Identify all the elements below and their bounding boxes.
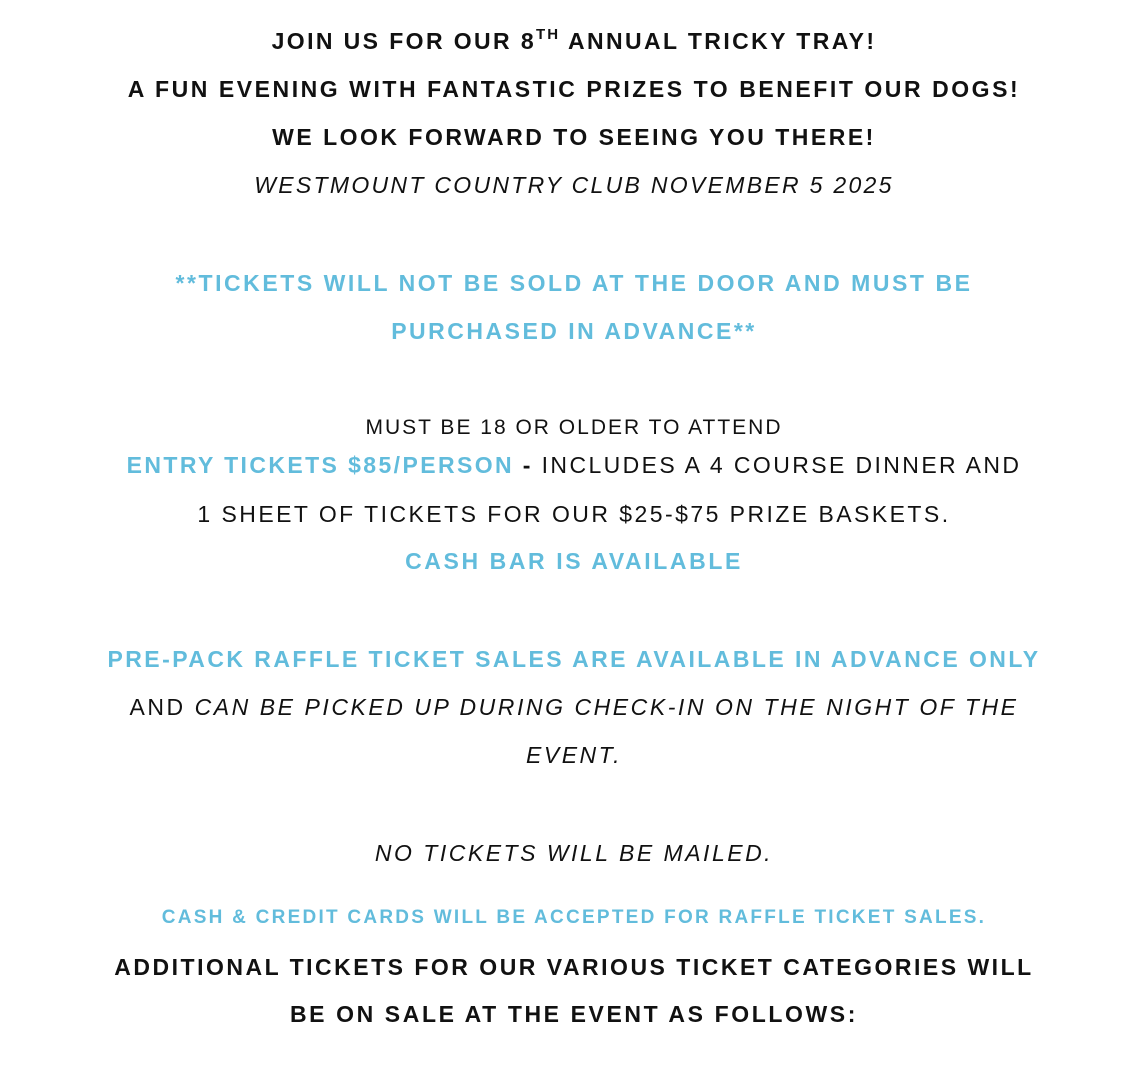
entry-includes: INCLUDES A 4 COURSE DINNER AND (541, 452, 1022, 478)
additional-tickets-line2: BE ON SALE AT THE EVENT AS FOLLOWS: (289, 1001, 859, 1027)
intro-headline (0, 28, 1148, 55)
entry-includes-line2: 1 SHEET OF TICKETS FOR OUR $25-$75 PRIZE BASKETS. (197, 501, 951, 527)
entry-separator: - (514, 452, 542, 478)
prepack-pickup-text: CAN BE PICKED UP DURING CHECK-IN ON THE NIGHT OF THE (194, 694, 1019, 720)
prepack-pickup-line2: EVENT. (526, 742, 622, 768)
entry-tickets-line (0, 452, 1148, 479)
prepack-headline: PRE-PACK RAFFLE TICKET SALES ARE AVAILABLE IN ADVANCE ONLY (107, 646, 1041, 672)
venue-date: WESTMOUNT COUNTRY CLUB NOVEMBER 5 2025 (254, 172, 894, 198)
advance-purchase-notice-line1: **TICKETS WILL NOT BE SOLD AT THE DOOR AND MUST BE (175, 270, 973, 296)
ordinal-suffix: TH (536, 26, 561, 43)
additional-tickets-line1: ADDITIONAL TICKETS FOR OUR VARIOUS TICKET CATEGORIES WILL (114, 954, 1034, 980)
cash-bar-note: CASH BAR IS AVAILABLE (405, 548, 743, 574)
advance-purchase-notice-line2: PURCHASED IN ADVANCE** (391, 318, 757, 344)
intro-subline: A FUN EVENING WITH FANTASTIC PRIZES TO BENEFIT OUR DOGS! (127, 76, 1021, 102)
intro-invite: WE LOOK FORWARD TO SEEING YOU THERE! (272, 124, 876, 150)
intro-headline-post: ANNUAL TRICKY TRAY! (560, 28, 877, 54)
intro-headline-pre: JOIN US FOR OUR 8 (271, 28, 537, 54)
age-requirement: MUST BE 18 OR OLDER TO ATTEND (365, 416, 783, 439)
prepack-and-word: AND (129, 694, 195, 720)
payment-notice: CASH & CREDIT CARDS WILL BE ACCEPTED FOR RAFFLE TICKET SALES. (161, 907, 987, 928)
no-mail-notice: NO TICKETS WILL BE MAILED. (374, 840, 774, 866)
prepack-pickup-line1 (0, 694, 1148, 721)
entry-price: ENTRY TICKETS $85/PERSON (126, 452, 514, 478)
